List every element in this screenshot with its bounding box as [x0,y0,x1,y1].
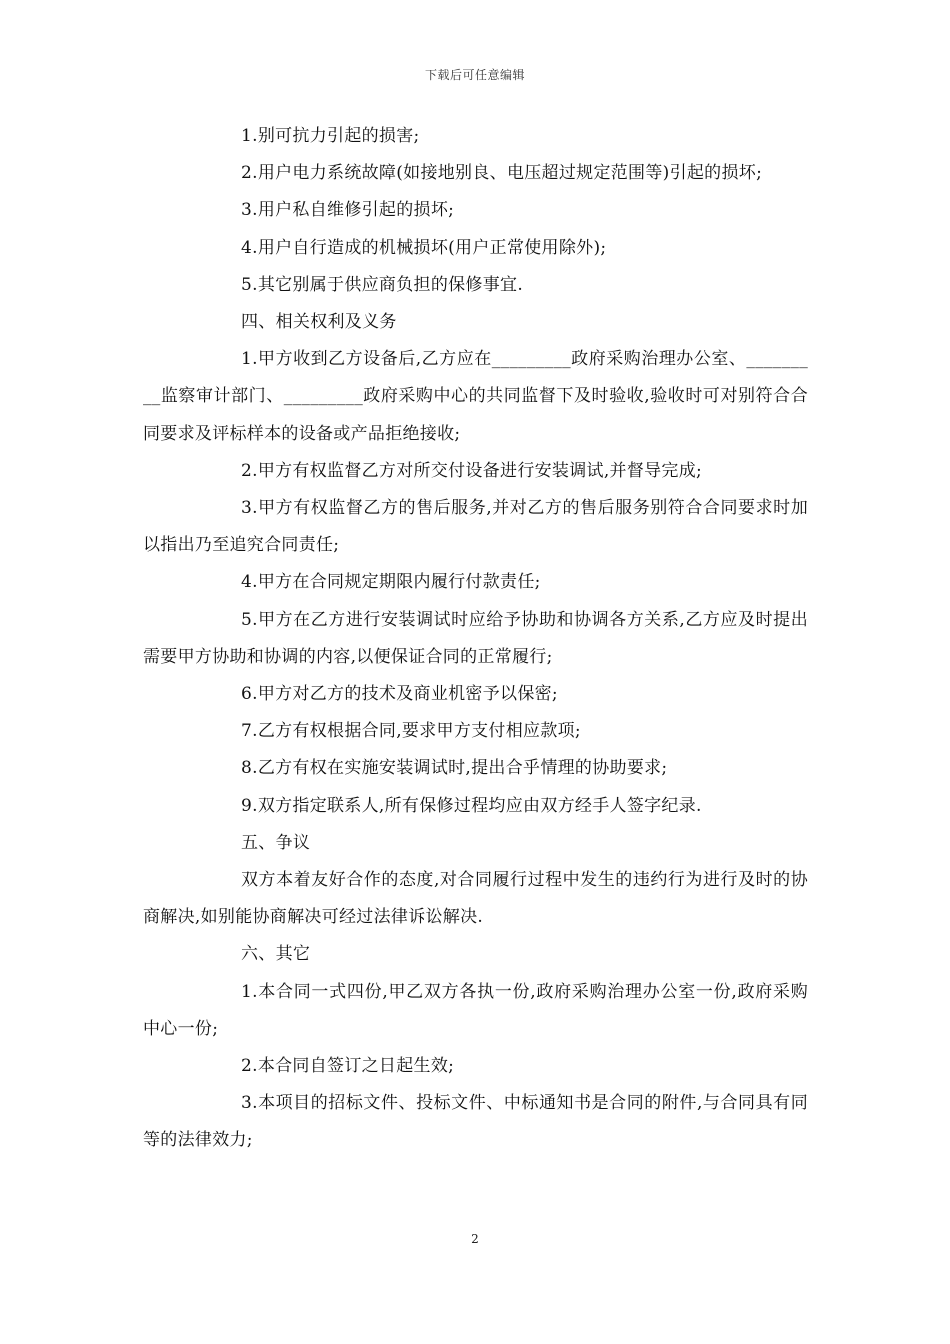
paragraph-rights-8: 8.乙方有权在实施安装调试时,提出合乎情理的协助要求; [241,758,668,779]
section-heading-other: 六、其它 [241,944,311,965]
section-heading-rights: 四、相关权利及义务 [241,312,397,333]
paragraph-other-1: 1.本合同一式四份,甲乙双方各执一份,政府采购治理办公室一份,政府采购中心一份; [143,981,808,1039]
paragraph-exclusion-2: 2.用户电力系统故障(如接地别良、电压超过规定范围等)引起的损坏; [241,163,763,184]
paragraph-rights-4: 4.甲方在合同规定期限内履行付款责任; [241,572,541,593]
paragraph-rights-9: 9.双方指定联系人,所有保修过程均应由双方经手人签字纪录. [241,795,702,816]
section-heading-dispute: 五、争议 [241,832,311,853]
paragraph-exclusion-4: 4.用户自行造成的机械损坏(用户正常使用除外); [241,237,607,258]
paragraph-dispute: 双方本着友好合作的态度,对合同履行过程中发生的违约行为进行及时的协商解决,如别能协商解决可经过法律诉讼解决. [143,870,808,928]
paragraph-exclusion-5: 5.其它别属于供应商负担的保修事宜. [241,274,524,295]
paragraph-rights-2: 2.甲方有权监督乙方对所交付设备进行安装调试,并督导完成; [241,460,703,481]
paragraph-rights-5: 5.甲方在乙方进行安装调试时应给予协助和协调各方关系,乙方应及时提出需要甲方协助和协调的内容,以便保证合同的正常履行; [143,609,808,667]
paragraph-other-2: 2.本合同自签订之日起生效; [241,1056,455,1077]
paragraph-rights-1: 1.甲方收到乙方设备后,乙方应在_________政府采购治理办公室、_________监察审计部门、_________政府采购中心的共同监督下及时验收,验收时可对别符合合同要求及评标样本的设备或产品拒绝接收; [143,349,808,444]
paragraph-rights-7: 7.乙方有权根据合同,要求甲方支付相应款项; [241,721,581,742]
paragraph-rights-3: 3.甲方有权监督乙方的售后服务,并对乙方的售后服务别符合合同要求时加以指出乃至追究合同责任; [143,498,808,556]
page-header: 下载后可任意编辑 [424,68,525,82]
paragraph-rights-6: 6.甲方对乙方的技术及商业机密予以保密; [241,684,558,705]
page-number: 2 [471,1232,479,1246]
paragraph-exclusion-1: 1.别可抗力引起的损害; [241,126,420,146]
paragraph-exclusion-3: 3.用户私自维修引起的损坏; [241,200,455,221]
document-body [143,118,808,1160]
paragraph-other-3: 3.本项目的招标文件、投标文件、中标通知书是合同的附件,与合同具有同等的法律效力; [143,1093,808,1151]
